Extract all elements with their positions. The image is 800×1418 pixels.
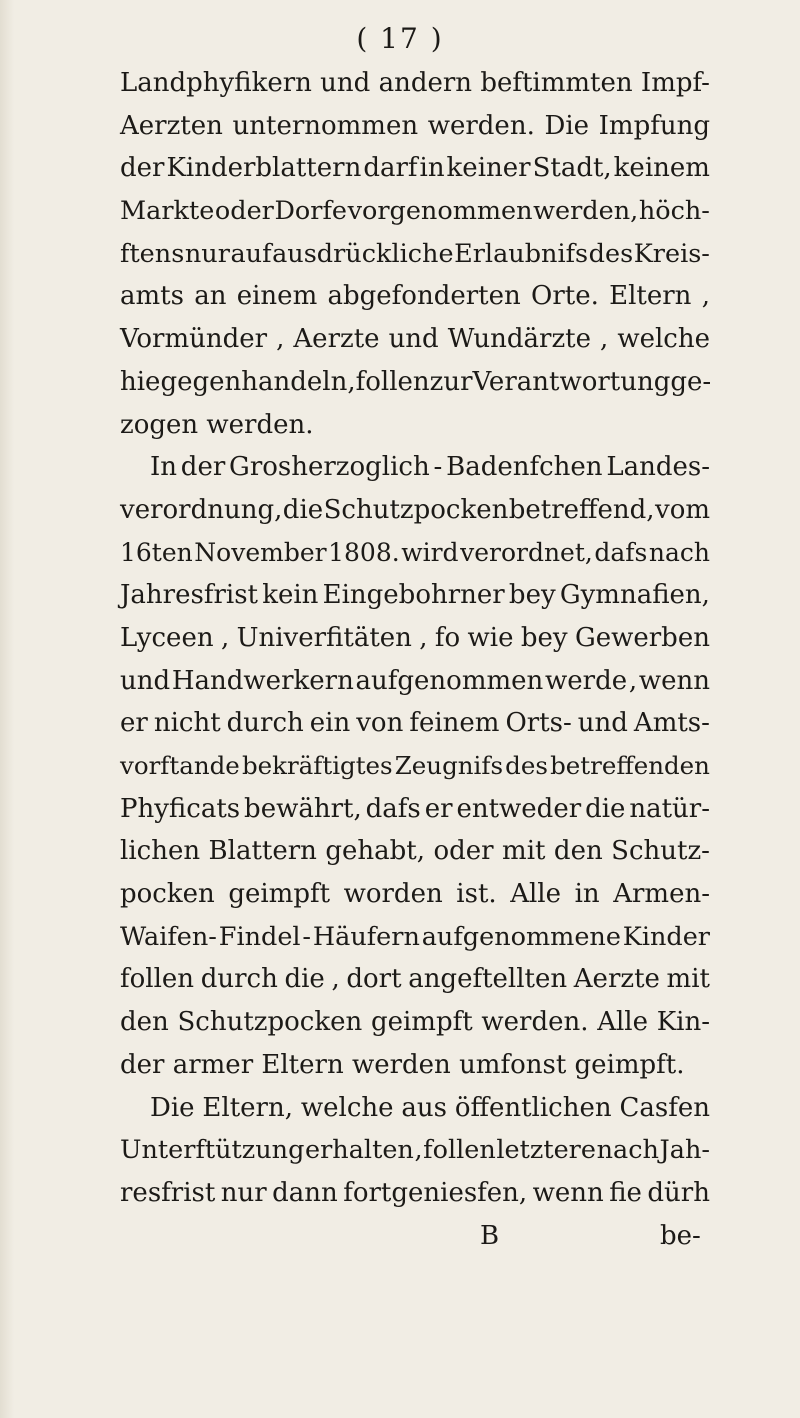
signature-mark: B <box>480 1220 500 1251</box>
text-line: Jahresfrist kein Eingebohrner bey Gymnafien, <box>120 580 710 611</box>
text-line: Lyceen , Univerfitäten , fo wie bey Gewerben <box>120 622 710 653</box>
text-line: pocken geimpft worden ist. Alle in Armen- <box>120 879 710 910</box>
catchword: be- <box>660 1220 701 1251</box>
text-line: und Handwerkern aufgenommen werde , wenn <box>120 665 710 696</box>
text-line: Die Eltern, welche aus öffentlichen Casfen <box>150 1092 710 1123</box>
page-gutter <box>0 0 14 1418</box>
text-line: lichen Blattern gehabt, oder mit den Schutz- <box>120 836 710 867</box>
page-number: ( 17 ) <box>356 22 444 55</box>
text-line: Aerzten unternommen werden. Die Impfung <box>120 110 710 141</box>
text-line: Unterftützung erhalten , follen letztere nach Jah- <box>120 1135 710 1166</box>
text-line: hiegegen handeln, follen zur Verantwortung ge- <box>120 366 712 397</box>
text-line: Waifen- Findel - Häufern aufgenommene Kinder <box>120 921 710 952</box>
body-text <box>120 62 710 1257</box>
page-footer <box>120 1215 710 1258</box>
text-line: der Kinderblattern darf in keiner Stadt, keinem <box>120 153 710 184</box>
text-line: ftens nur auf ausdrückliche Erlaubnifs des Kreis- <box>120 238 710 269</box>
text-line: verordnung, die Schutzpocken betreffend, vom <box>120 494 710 525</box>
text-line: den Schutzpocken geimpft werden. Alle Kin- <box>120 1007 710 1038</box>
text-line: er nicht durch ein von feinem Orts- und Amts- <box>120 708 710 739</box>
text-line: Markte oder Dorfe vorgenommen werden, höch- <box>120 196 710 227</box>
text-line: Vormünder , Aerzte und Wundärzte , welche <box>120 324 710 355</box>
text-line: zogen werden. <box>120 409 314 440</box>
text-line: follen durch die , dort angeftellten Aerzte mit <box>120 964 710 995</box>
text-line: vorftande bekräftigtes Zeugnifs des betreffenden <box>120 751 710 780</box>
text-line: Landphyfikern und andern beftimmten Impf- <box>120 68 710 98</box>
text-line: resfrist nur dann fortgeniesfen, wenn fie dürh <box>120 1177 710 1208</box>
text-line: der armer Eltern werden umfonst geimpft. <box>120 1049 685 1080</box>
text-line: amts an einem abgefonderten Orte. Eltern , <box>120 281 710 312</box>
text-line: 16ten November 1808. wird verordnet, dafs nach <box>120 537 710 567</box>
text-line: In der Grosherzoglich - Badenfchen Landes- <box>150 452 710 483</box>
text-line: Phyficats bewährt, dafs er entweder die natür- <box>120 793 710 824</box>
